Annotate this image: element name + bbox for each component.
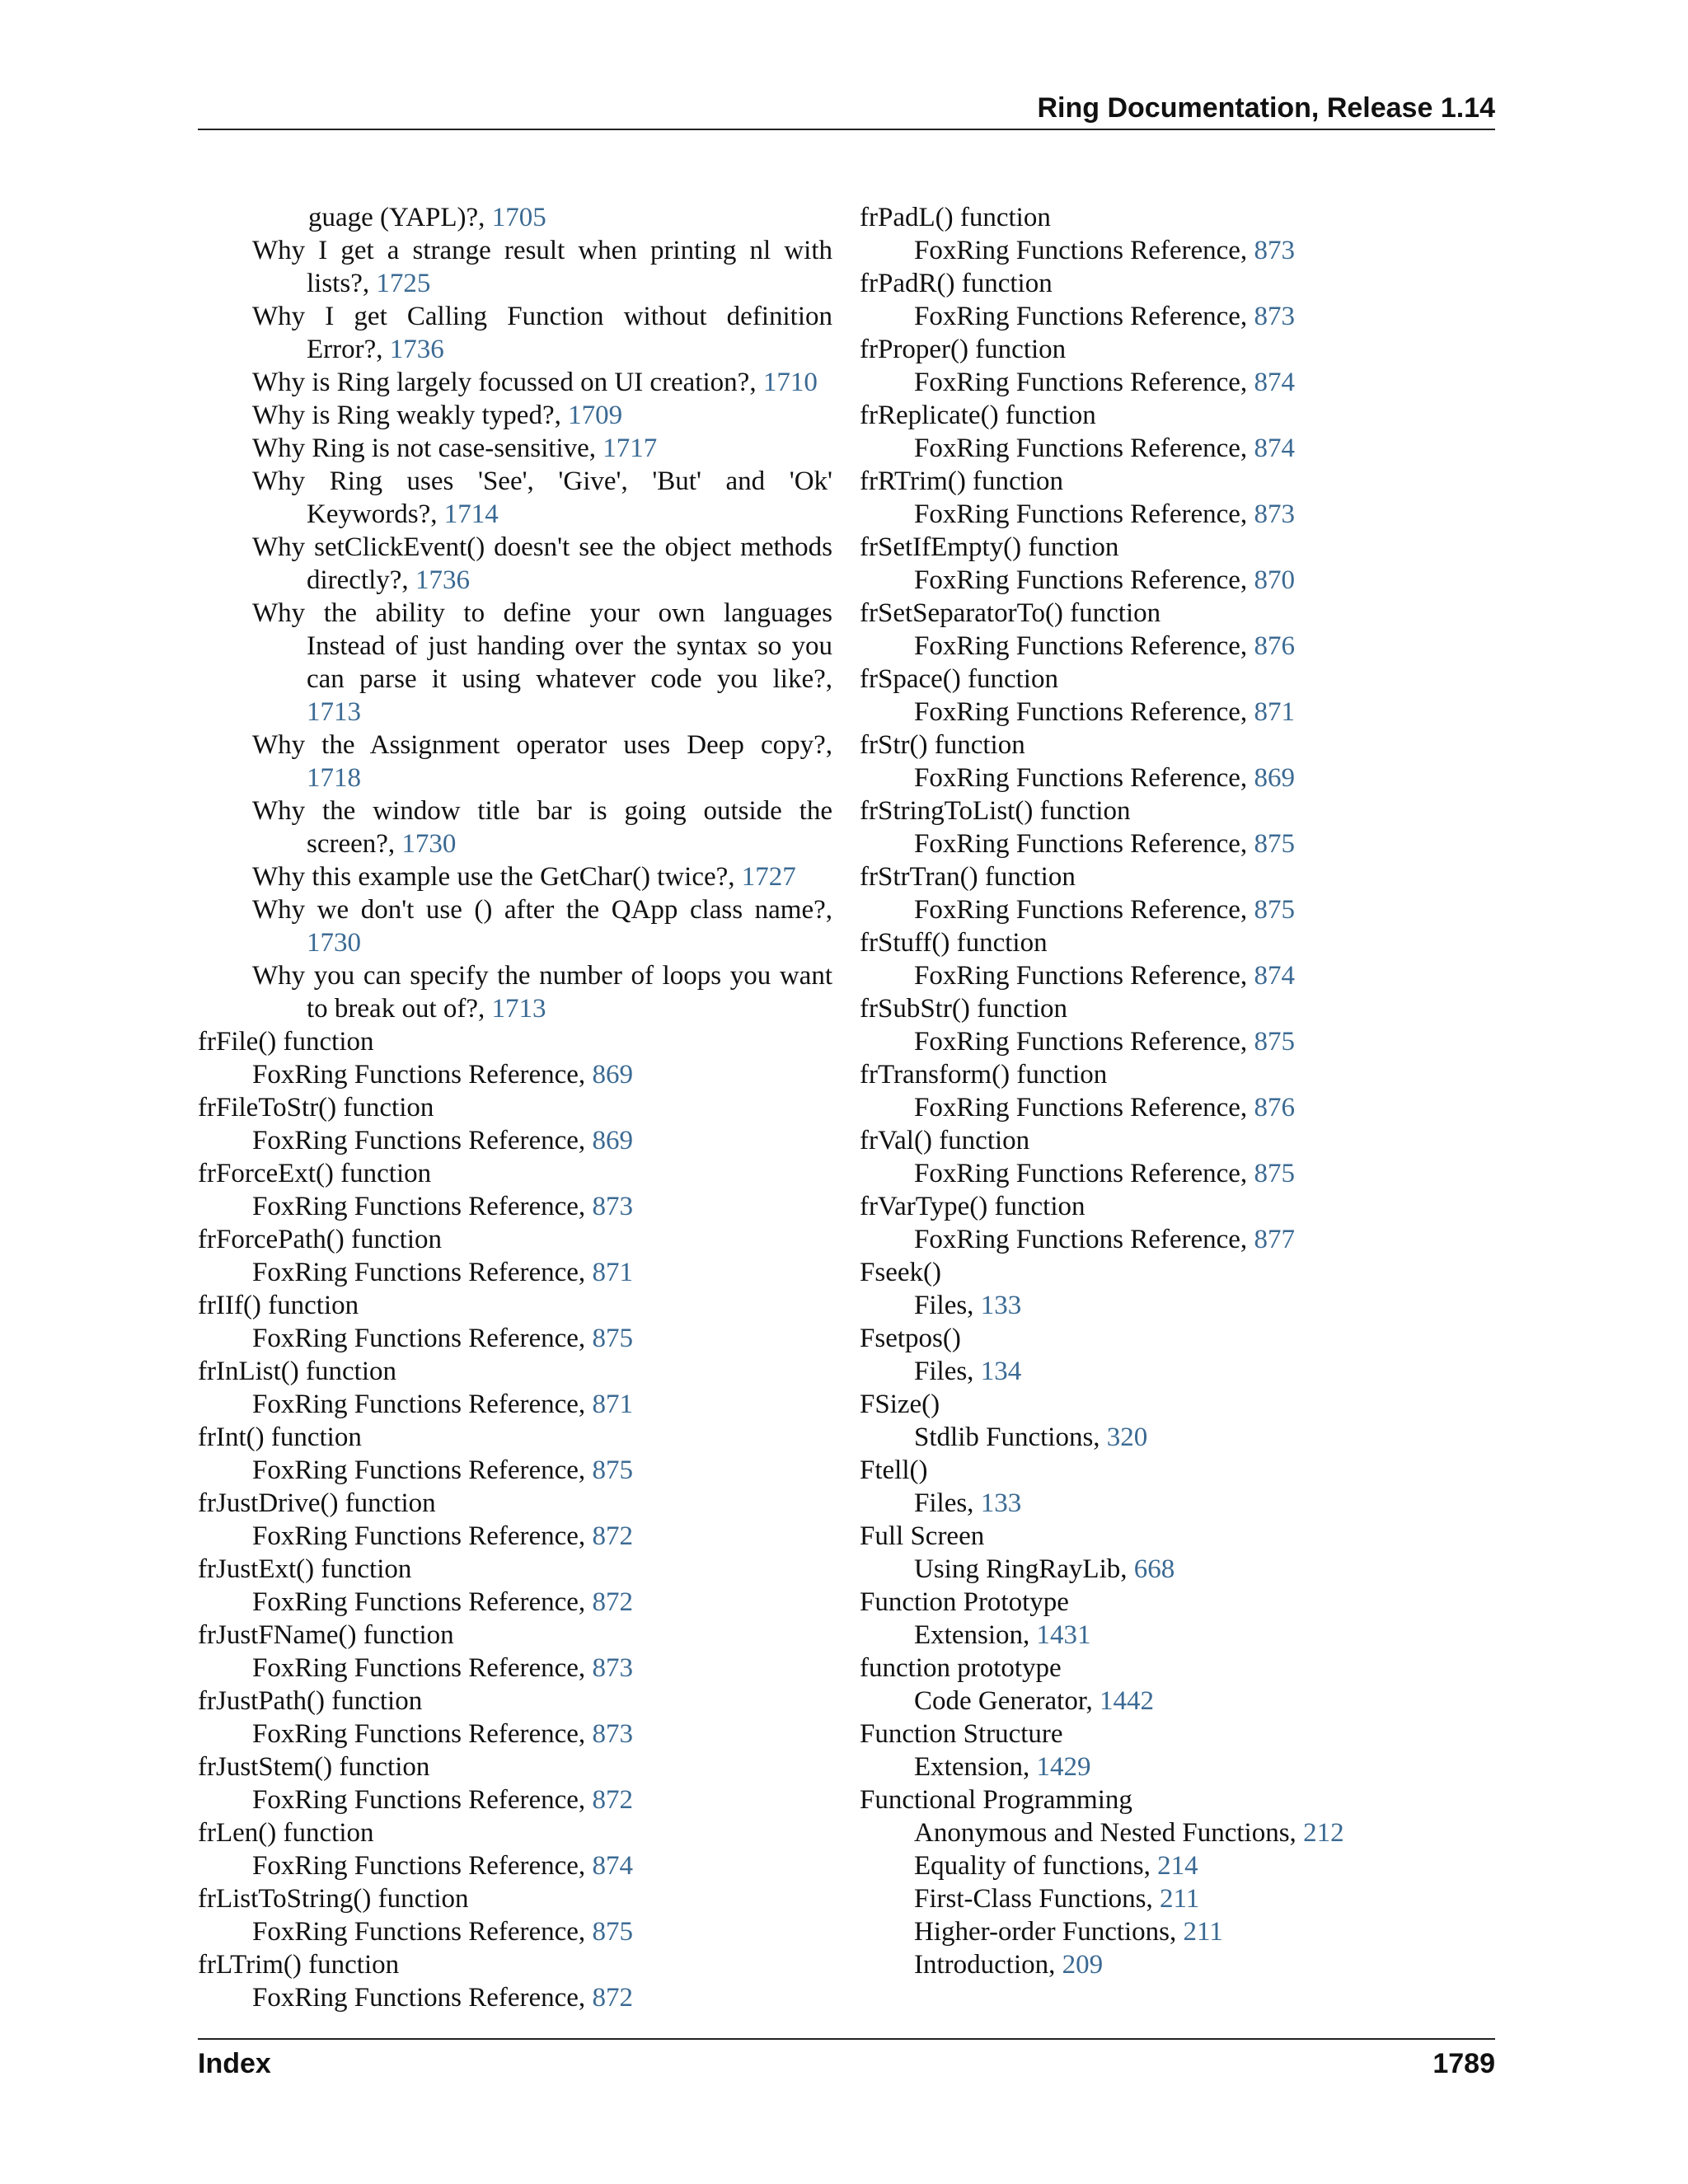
page-reference-link[interactable]: 1709 (568, 401, 623, 430)
index-term (860, 860, 1494, 893)
index-term (198, 1948, 832, 1981)
index-term (198, 1750, 832, 1783)
index-term (860, 333, 1494, 366)
index-subentry (860, 1157, 1494, 1190)
page-reference-link[interactable]: 869 (592, 1126, 633, 1155)
page-reference-link[interactable]: 875 (1254, 829, 1295, 859)
index-subentry (860, 762, 1494, 794)
index-term (860, 465, 1494, 498)
page-reference-link[interactable]: 870 (1254, 565, 1295, 595)
index-term (860, 1322, 1494, 1355)
index-subentry (860, 893, 1494, 926)
index-entry-text: FoxRing Functions Reference, (252, 1851, 586, 1881)
index-subentry (860, 1487, 1494, 1520)
index-term (198, 1816, 832, 1849)
index-subentry (198, 597, 832, 729)
index-subentry (860, 564, 1494, 597)
page-reference-link[interactable]: 1730 (401, 829, 457, 859)
index-entry-text: FoxRing Functions Reference, (914, 961, 1248, 991)
index-subentry (198, 1915, 832, 1948)
index-subentry (198, 1190, 832, 1223)
page-reference-link[interactable]: 872 (592, 1587, 633, 1617)
page-reference-link[interactable]: 874 (592, 1851, 633, 1881)
index-term (198, 1421, 832, 1454)
page-reference-link[interactable]: 871 (1254, 697, 1295, 727)
index-entry-text: FoxRing Functions Reference, (252, 1455, 586, 1485)
page-reference-link[interactable]: 872 (592, 1983, 633, 2013)
index-subentry (860, 1948, 1494, 1981)
index-term (198, 1553, 832, 1586)
index-entry-text: Why setClickEvent() doesn't see the object methods directly?, (252, 532, 832, 595)
page-reference-link[interactable]: 875 (1254, 1159, 1295, 1188)
index-term (198, 1355, 832, 1388)
index-column-right (860, 201, 1494, 1981)
index-entry-text: Fseek() (860, 1258, 941, 1287)
index-entry-text: frLTrim() function (198, 1950, 400, 1980)
index-term (198, 1487, 832, 1520)
index-subentry (860, 1750, 1494, 1783)
index-entry-text: frIIf() function (198, 1291, 359, 1320)
page-reference-link[interactable]: 875 (1254, 895, 1295, 925)
index-entry-text: FoxRing Functions Reference, (252, 1390, 586, 1419)
index-entry-text: Function Structure (860, 1719, 1063, 1749)
index-entry-text: First-Class Functions, (914, 1884, 1153, 1914)
index-entry-text: frListToString() function (198, 1884, 469, 1914)
page-reference-link[interactable]: 1736 (415, 565, 470, 595)
page-reference-link[interactable]: 1730 (307, 928, 361, 958)
index-entry-text: frPadL() function (860, 203, 1051, 232)
index-entry-text: FoxRing Functions Reference, (914, 1093, 1248, 1122)
index-entry-text: Anonymous and Nested Functions, (914, 1818, 1296, 1848)
index-entry-text: Higher-order Functions, (914, 1917, 1177, 1947)
page-reference-link[interactable]: 211 (1159, 1884, 1200, 1914)
page-reference-link[interactable]: 1713 (491, 994, 546, 1024)
index-entry-text: FoxRing Functions Reference, (914, 302, 1248, 331)
page-footer (198, 2038, 1495, 2080)
page-reference-link[interactable]: 873 (592, 1719, 633, 1749)
index-entry-text: Why I get a strange result when printing nl with lists?, (252, 236, 832, 298)
index-term (860, 1388, 1494, 1421)
index-term (860, 794, 1494, 827)
index-subentry (860, 1619, 1494, 1652)
page-reference-link[interactable]: 874 (1254, 368, 1295, 397)
index-entry-text: frPadR() function (860, 269, 1053, 298)
index-entry-text: frForcePath() function (198, 1225, 442, 1254)
index-term (860, 1256, 1494, 1289)
index-term (198, 1685, 832, 1718)
index-subentry (198, 1586, 832, 1619)
index-entry-text: frJustExt() function (198, 1554, 412, 1584)
index-entry-text: Why is Ring weakly typed?, (252, 401, 561, 430)
index-entry-text: Extension, (914, 1752, 1030, 1782)
index-entry-text: FoxRing Functions Reference, (914, 1027, 1248, 1057)
index-subentry (198, 1981, 832, 2014)
index-subentry (860, 630, 1494, 663)
index-subentry (860, 1849, 1494, 1882)
index-term (860, 267, 1494, 300)
index-subentry (860, 1553, 1494, 1586)
index-entry-text: frTransform() function (860, 1060, 1108, 1090)
page-reference-link[interactable]: 871 (592, 1390, 633, 1419)
index-entry-text: Introduction, (914, 1950, 1056, 1980)
index-subentry (198, 729, 832, 794)
index-subentry (860, 366, 1494, 399)
index-entry-text: Functional Programming (860, 1785, 1132, 1815)
page-reference-link[interactable]: 134 (980, 1357, 1022, 1386)
page-reference-link[interactable]: 876 (1254, 631, 1295, 661)
page-reference-link[interactable]: 875 (592, 1324, 633, 1353)
index-entry-text: frVarType() function (860, 1192, 1085, 1221)
index-term (860, 1586, 1494, 1619)
index-subentry (860, 432, 1494, 465)
index-subentry (198, 959, 832, 1025)
index-entry-text: FoxRing Functions Reference, (252, 1192, 586, 1221)
index-entry-text: FoxRing Functions Reference, (914, 697, 1248, 727)
index-entry-text: FoxRing Functions Reference, (914, 895, 1248, 925)
index-entry-text: Function Prototype (860, 1587, 1069, 1617)
index-entry-text: FoxRing Functions Reference, (252, 1785, 586, 1815)
index-entry-text: FoxRing Functions Reference, (252, 1587, 586, 1617)
index-entry-text: Full Screen (860, 1521, 985, 1551)
index-subentry (860, 1223, 1494, 1256)
index-entry-text: frVal() function (860, 1126, 1030, 1155)
index-entry-text: frStuff() function (860, 928, 1048, 958)
page-header (198, 92, 1495, 130)
index-entry-text: frSubStr() function (860, 994, 1068, 1024)
index-subentry (860, 696, 1494, 729)
index-entry-text: Why we don't use () after the QApp class name?, (252, 895, 832, 925)
page-reference-link[interactable]: 873 (1254, 236, 1295, 265)
index-subentry (198, 860, 832, 893)
page-reference-link[interactable]: 874 (1254, 434, 1295, 463)
index-entry-text: frInt() function (198, 1422, 362, 1452)
index-subentry (860, 1355, 1494, 1388)
index-term (860, 597, 1494, 630)
index-entry-text: FoxRing Functions Reference, (914, 829, 1248, 859)
page-reference-link[interactable]: 869 (592, 1060, 633, 1090)
index-entry-text: frSetIfEmpty() function (860, 532, 1119, 562)
page-reference-link[interactable]: 874 (1254, 961, 1295, 991)
page-reference-link[interactable]: 877 (1254, 1225, 1295, 1254)
index-entry-text: frJustFName() function (198, 1620, 454, 1650)
index-subentry (860, 1025, 1494, 1058)
index-entry-text: Code Generator, (914, 1686, 1093, 1716)
index-term (860, 1783, 1494, 1816)
index-entry-text: frInList() function (198, 1357, 397, 1386)
index-entry-text: Extension, (914, 1620, 1030, 1650)
index-term (860, 1058, 1494, 1091)
index-entry-text: frStrTran() function (860, 862, 1076, 892)
document-title: Ring Documentation, Release 1.14 (1037, 92, 1495, 124)
page-reference-link[interactable]: 876 (1254, 1093, 1295, 1122)
index-subentry (860, 1882, 1494, 1915)
index-entry-text: Why this example use the GetChar() twice?, (252, 862, 735, 892)
page-number: 1789 (1432, 2048, 1495, 2079)
index-entry-text: Files, (914, 1291, 974, 1320)
page-reference-link[interactable]: 872 (592, 1521, 633, 1551)
index-entry-text: frForceExt() function (198, 1159, 432, 1188)
index-entry-text: FoxRing Functions Reference, (252, 1983, 586, 2013)
index-entry-text: Fsetpos() (860, 1324, 961, 1353)
page-reference-link[interactable]: 320 (1106, 1422, 1148, 1452)
index-entry-text: Files, (914, 1488, 974, 1518)
index-entry-text: Why the ability to define your own languages Instead of just handing over the syntax so you can parse it using whatever code you like?, (252, 598, 832, 694)
index-entry-text: Why the Assignment operator uses Deep copy?, (252, 730, 832, 760)
index-entry-text: FoxRing Functions Reference, (914, 565, 1248, 595)
page-reference-link[interactable]: 875 (1254, 1027, 1295, 1057)
index-term (860, 1190, 1494, 1223)
page-reference-link[interactable]: 1718 (307, 763, 361, 793)
index-term (860, 1454, 1494, 1487)
page-reference-link[interactable]: 875 (592, 1455, 633, 1485)
index-term (198, 1223, 832, 1256)
page-reference-link[interactable]: 1431 (1036, 1620, 1091, 1650)
index-column-left (198, 201, 832, 2014)
index-subentry (860, 1685, 1494, 1718)
index-entry-text: FoxRing Functions Reference, (914, 1225, 1248, 1254)
index-subentry (198, 300, 832, 366)
index-term (198, 1025, 832, 1058)
index-subentry (198, 1718, 832, 1750)
index-term (860, 399, 1494, 432)
index-subentry (198, 893, 832, 959)
index-subentry (198, 432, 832, 465)
index-entry-text: guage (YAPL)?, (308, 203, 485, 232)
index-entry-text: frFileToStr() function (198, 1093, 434, 1122)
index-term (198, 1091, 832, 1124)
index-subentry (860, 300, 1494, 333)
index-entry-text: FoxRing Functions Reference, (252, 1719, 586, 1749)
index-entry-text: frLen() function (198, 1818, 374, 1848)
page-reference-link[interactable]: 869 (1254, 763, 1295, 793)
page-reference-link[interactable]: 1429 (1036, 1752, 1091, 1782)
index-term (860, 1718, 1494, 1750)
index-entry-text: FoxRing Functions Reference, (252, 1060, 586, 1090)
index-entry-text: Why the window title bar is going outside the screen?, (252, 796, 832, 859)
index-entry-text: Stdlib Functions, (914, 1422, 1100, 1452)
index-term (860, 1520, 1494, 1553)
index-subentry (198, 1783, 832, 1816)
index-entry-text: FSize() (860, 1390, 940, 1419)
index-entry-text: frJustPath() function (198, 1686, 423, 1716)
index-entry-text: function prototype (860, 1653, 1062, 1683)
index-entry-text: FoxRing Functions Reference, (914, 1159, 1248, 1188)
index-subentry (860, 827, 1494, 860)
index-subentry (198, 399, 832, 432)
index-entry-text: FoxRing Functions Reference, (252, 1653, 586, 1683)
page-reference-link[interactable]: 133 (980, 1488, 1022, 1518)
index-subentry (198, 465, 832, 531)
index-entry-text: frFile() function (198, 1027, 374, 1057)
index-subentry (198, 201, 832, 234)
index-entry-text: FoxRing Functions Reference, (914, 631, 1248, 661)
page-reference-link[interactable]: 1727 (741, 862, 796, 892)
index-subentry (198, 531, 832, 597)
index-term (860, 1124, 1494, 1157)
index-entry-text: frReplicate() function (860, 401, 1096, 430)
index-entry-text: frStringToList() function (860, 796, 1131, 826)
index-entry-text: frSetSeparatorTo() function (860, 598, 1161, 628)
page-reference-link[interactable]: 1713 (307, 697, 361, 727)
index-entry-text: frJustStem() function (198, 1752, 430, 1782)
index-entry-text: Why is Ring largely focussed on UI creation?, (252, 368, 757, 397)
index-entry-text: FoxRing Functions Reference, (252, 1521, 586, 1551)
page-reference-link[interactable]: 873 (1254, 499, 1295, 529)
index-subentry (198, 366, 832, 399)
page-reference-link[interactable]: 133 (980, 1291, 1022, 1320)
index-term (198, 1157, 832, 1190)
index-subentry (860, 1091, 1494, 1124)
index-term (860, 992, 1494, 1025)
index-subentry (198, 234, 832, 300)
index-entry-text: frSpace() function (860, 664, 1058, 694)
page-reference-link[interactable]: 871 (592, 1258, 633, 1287)
index-entry-text: frProper() function (860, 335, 1067, 364)
index-subentry (198, 1388, 832, 1421)
page-reference-link[interactable]: 1717 (603, 434, 658, 463)
page-reference-link[interactable]: 1714 (443, 499, 499, 529)
page-reference-link[interactable]: 1736 (389, 335, 444, 364)
index-entry-text: FoxRing Functions Reference, (914, 763, 1248, 793)
index-subentry (860, 1915, 1494, 1948)
index-entry-text: frStr() function (860, 730, 1025, 760)
page-reference-link[interactable]: 1710 (762, 368, 818, 397)
index-subentry (860, 1421, 1494, 1454)
index-entry-text: FoxRing Functions Reference, (252, 1917, 586, 1947)
index-term (860, 663, 1494, 696)
index-entry-text: Equality of functions, (914, 1851, 1151, 1881)
index-term (198, 1619, 832, 1652)
index-subentry (198, 1256, 832, 1289)
index-entry-text: FoxRing Functions Reference, (914, 236, 1248, 265)
page-reference-link[interactable]: 1442 (1100, 1686, 1155, 1716)
index-subentry (198, 1058, 832, 1091)
index-entry-text: Why Ring uses 'See', 'Give', 'But' and 'Ok' Keywords?, (252, 466, 832, 529)
index-subentry (860, 1816, 1494, 1849)
page-reference-link[interactable]: 873 (1254, 302, 1295, 331)
index-term (860, 201, 1494, 234)
index-subentry (198, 1124, 832, 1157)
index-subentry (198, 1520, 832, 1553)
index-entry-text: FoxRing Functions Reference, (914, 499, 1248, 529)
page-reference-link[interactable]: 211 (1183, 1917, 1223, 1947)
page-reference-link[interactable]: 209 (1062, 1950, 1104, 1980)
index-entry-text: frJustDrive() function (198, 1488, 436, 1518)
index-entry-text: FoxRing Functions Reference, (252, 1126, 586, 1155)
index-term (860, 1652, 1494, 1685)
page-reference-link[interactable]: 1725 (376, 269, 431, 298)
index-term (860, 926, 1494, 959)
page-reference-link[interactable]: 875 (592, 1917, 633, 1947)
index-entry-text: Ftell() (860, 1455, 928, 1485)
index-subentry (860, 959, 1494, 992)
page-reference-link[interactable]: 873 (592, 1192, 633, 1221)
index-subentry (860, 234, 1494, 267)
index-entry-text: FoxRing Functions Reference, (914, 368, 1248, 397)
page-reference-link[interactable]: 214 (1157, 1851, 1198, 1881)
index-entry-text: FoxRing Functions Reference, (252, 1258, 586, 1287)
footer-section-label: Index (198, 2048, 271, 2079)
index-term (860, 531, 1494, 564)
index-subentry (198, 1652, 832, 1685)
index-subentry (198, 1849, 832, 1882)
index-entry-text: Files, (914, 1357, 974, 1386)
index-subentry (198, 794, 832, 860)
index-term (198, 1882, 832, 1915)
index-subentry (860, 1289, 1494, 1322)
index-entry-text: Why I get Calling Function without definition Error?, (252, 302, 832, 364)
index-term (198, 1289, 832, 1322)
index-entry-text: frRTrim() function (860, 466, 1064, 496)
index-subentry (198, 1322, 832, 1355)
index-subentry (198, 1454, 832, 1487)
index-entry-text: FoxRing Functions Reference, (914, 434, 1248, 463)
page-reference-link[interactable]: 1705 (491, 203, 546, 232)
index-entry-text: FoxRing Functions Reference, (252, 1324, 586, 1353)
page-reference-link[interactable]: 873 (592, 1653, 633, 1683)
index-entry-text: Using RingRayLib, (914, 1554, 1128, 1584)
index-entry-text: Why Ring is not case-sensitive, (252, 434, 597, 463)
index-subentry (860, 498, 1494, 531)
index-entry-text: Why you can specify the number of loops you want to break out of?, (252, 961, 832, 1024)
page-reference-link[interactable]: 872 (592, 1785, 633, 1815)
index-term (860, 729, 1494, 762)
page-reference-link[interactable]: 668 (1133, 1554, 1175, 1584)
page-reference-link[interactable]: 212 (1303, 1818, 1344, 1848)
